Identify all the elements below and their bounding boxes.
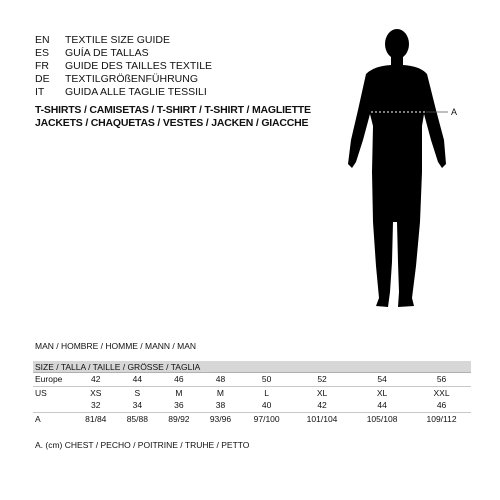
table-cell: 46 [158,373,200,387]
row-label: Europe [33,373,75,387]
table-cell: XXL [433,387,450,398]
language-code: DE [35,73,50,85]
table-cell: 32 [75,399,117,412]
table-cell: 81/84 [85,413,107,424]
language-title: GUÍA DE TALLAS [65,47,149,59]
table-cell: 54 [352,373,412,387]
table-cell: 101/104 [306,413,338,424]
language-title: GUIDA ALLE TAGLIE TESSILI [65,86,207,98]
language-code: IT [35,86,45,98]
table-cell: 44 [117,373,159,387]
language-title: TEXTILGRÖßENFÜHRUNG [65,73,199,85]
table-header-row [33,361,471,373]
language-row-fr [35,60,212,73]
table-cell: 52 [292,373,352,387]
table-cell: S [134,387,141,398]
row-label [33,399,75,412]
language-row-it [35,86,212,99]
man-silhouette-icon [330,22,470,322]
table-cell: XL [316,387,328,398]
language-row-de [35,73,212,86]
table-cell: 93/96 [209,413,232,424]
table-cell: 46 [412,399,471,412]
table-cell: 109/112 [426,413,457,424]
size-table [33,361,471,425]
table-header: SIZE / TALLA / TAILLE / GRÖSSE / TAGLIA [33,361,471,373]
table-cell: 85/88 [126,413,148,424]
garment-types [35,104,311,130]
table-cell: L [264,387,269,398]
table-cell: XL [376,387,388,398]
language-row-en [35,34,212,47]
table-cell: 36 [158,399,200,412]
table-cell: XS [90,387,102,398]
table-cell: 48 [200,373,242,387]
table-cell: M [175,387,183,398]
garment-line-jackets: JACKETS / CHAQUETAS / VESTES / JACKEN / GIACCHE [35,117,309,129]
table-cell: 42 [292,399,352,412]
table-cell: 97/100 [253,413,280,424]
row-label: US [35,387,47,398]
table-row [33,399,471,412]
language-titles [35,34,212,99]
table-cell: 38 [200,399,242,412]
table-cell: 50 [241,373,292,387]
language-code: FR [35,60,49,72]
chest-measure-label: A [451,107,458,117]
language-code: EN [35,34,50,46]
table-title: MAN / HOMBRE / HOMME / MANN / MAN [35,341,197,351]
row-label: A [35,413,41,424]
table-cell: M [216,387,225,398]
table-cell: 44 [352,399,412,412]
garment-line-tshirts: T-SHIRTS / CAMISETAS / T-SHIRT / T-SHIRT / MAGLIETTE [35,104,311,116]
table-cell: 105/108 [366,413,398,424]
table-row [33,373,471,387]
table-cell: 89/92 [168,413,190,424]
table-cell: 56 [412,373,471,387]
language-row-es [35,47,212,60]
table-row [33,386,471,399]
man-silhouette-figure [330,22,470,322]
table-cell: 34 [117,399,159,412]
language-code: ES [35,47,50,59]
table-cell: 40 [241,399,292,412]
table-row [33,412,471,425]
language-title: GUIDE DES TAILLES TEXTILE [65,60,213,72]
language-title: TEXTILE SIZE GUIDE [65,34,171,46]
footnote: A. (cm) CHEST / PECHO / POITRINE / TRUHE / PETTO [35,440,250,450]
table-cell: 42 [75,373,117,387]
